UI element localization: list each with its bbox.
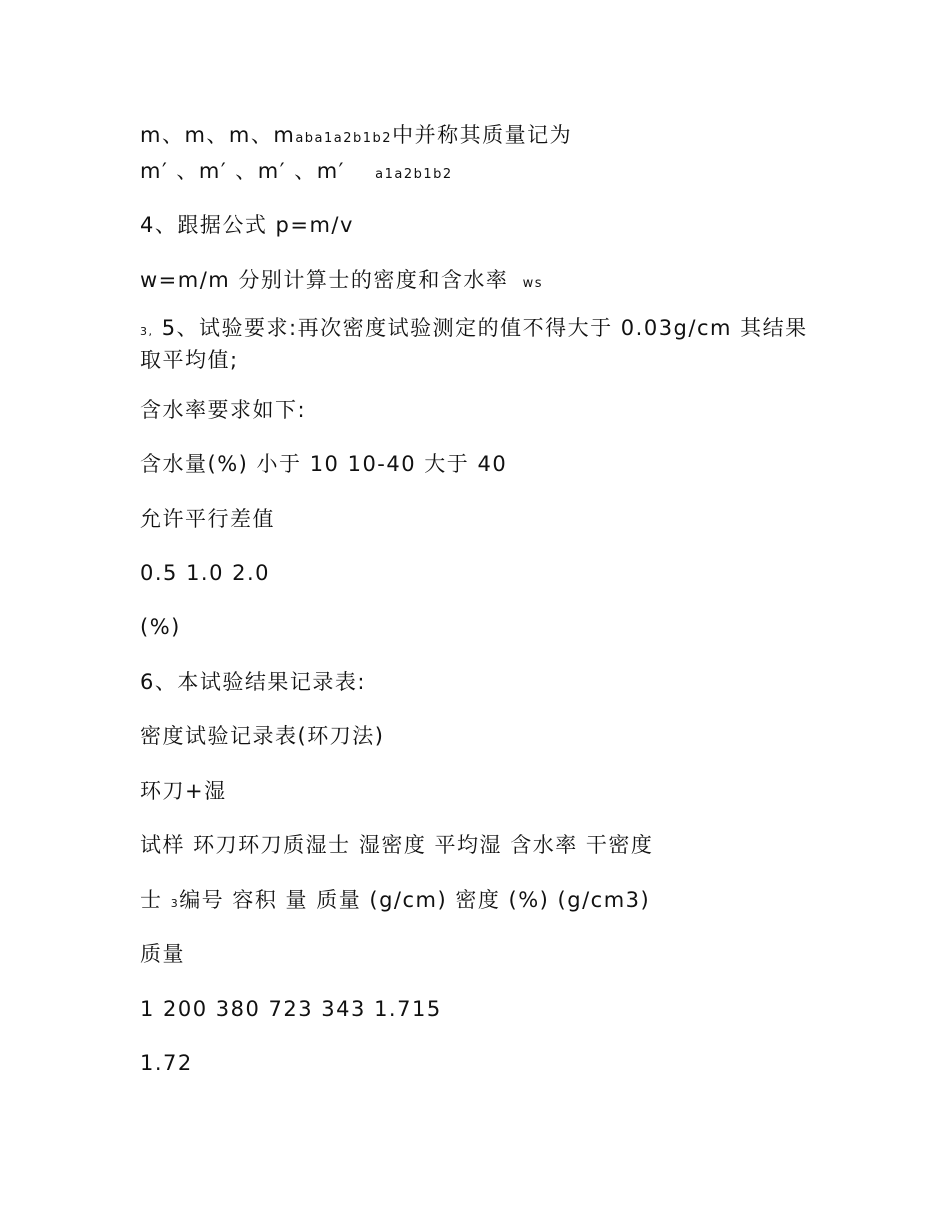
- text-line-table-title: 密度试验记录表(环刀法): [140, 724, 385, 748]
- text-line-percent-unit: (%): [140, 615, 181, 639]
- text-line-mass-labels: [140, 121, 572, 153]
- formula-water-text: w=m/m 分别计算士的密度和含水率: [140, 268, 509, 292]
- text-line-header-columns: 试样 环刀环刀质湿士 湿密度 平均湿 含水率 干密度: [140, 833, 654, 857]
- text-line-water-content-ranges: 含水量(%) 小于 10 10-40 大于 40: [140, 452, 508, 476]
- text-paragraph-requirements: [140, 314, 820, 374]
- text-line-header-units: [140, 886, 650, 918]
- mass-symbols: m、m、m、m: [140, 123, 296, 147]
- text-line-header-mass: 质量: [140, 942, 185, 966]
- text-line-header-ring-wet: 环刀+湿: [140, 779, 227, 803]
- text-line-results-heading: 6、本试验结果记录表:: [140, 670, 366, 694]
- requirements-superscript: 3,: [140, 325, 154, 338]
- text-line-formula-density: 4、跟据公式 p=m/v: [140, 213, 354, 237]
- header-units-first: 士: [140, 888, 163, 912]
- prime-mass-subscripts: a1a2b1b2: [375, 167, 453, 182]
- text-line-difference-values: 0.5 1.0 2.0: [140, 561, 271, 585]
- header-units-rest: 编号 容积 量 质量 (g/cm) 密度 (%) (g/cm3): [179, 888, 651, 912]
- formula-water-subscript: ws: [522, 276, 544, 291]
- text-line-formula-water: [140, 266, 543, 298]
- text-line-water-requirements: 含水率要求如下:: [140, 398, 307, 422]
- text-line-data-average: 1.72: [140, 1051, 193, 1075]
- text-line-prime-mass: [140, 157, 453, 189]
- requirements-text: 5、试验要求:再次密度试验测定的值不得大于 0.03g/cm 其结果取平均值;: [140, 316, 808, 372]
- text-line-data-row-1: 1 200 380 723 343 1.715: [140, 997, 442, 1021]
- prime-mass-symbols: m′ 、m′ 、m′ 、m′: [140, 159, 345, 183]
- header-units-superscript: 3: [170, 897, 180, 910]
- mass-subscripts: aba1a2b1b2: [295, 131, 393, 146]
- text-line-allowed-difference: 允许平行差值: [140, 507, 275, 531]
- mass-description: 中并称其质量记为: [392, 123, 573, 147]
